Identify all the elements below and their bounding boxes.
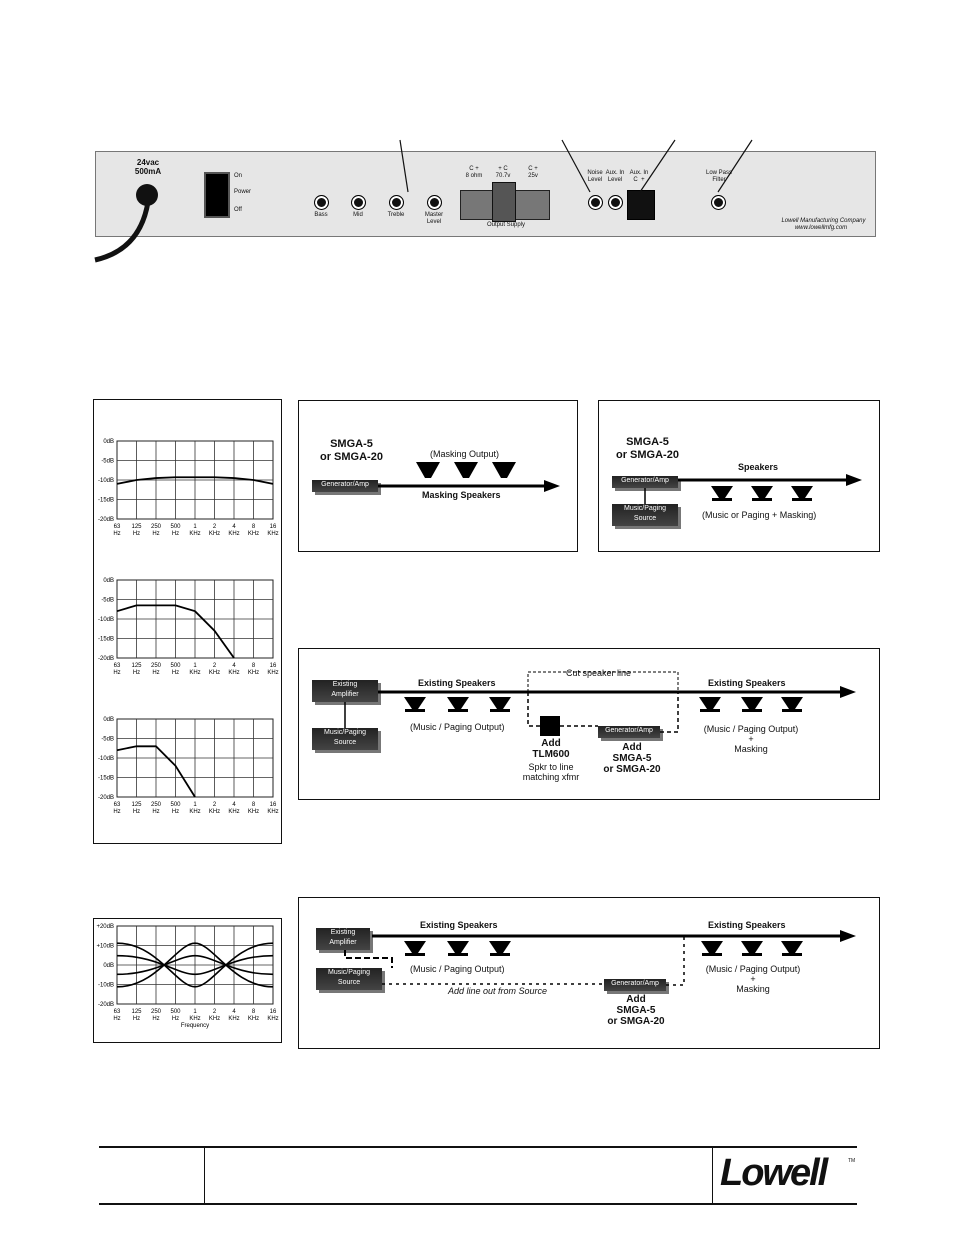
- x-tick-label: 250: [150, 524, 162, 530]
- diag4-speaker-icon: [447, 941, 469, 953]
- x-tick-label: 250: [150, 802, 162, 808]
- y-tick-label: +20dB: [96, 924, 114, 930]
- x-tick-label: 1: [193, 663, 197, 669]
- diag4-line-note: Add line out from Source: [448, 986, 548, 996]
- x-tick-label: KHz: [267, 670, 279, 676]
- x-tick-label: 4: [232, 802, 236, 808]
- diag4-speakers-left: Existing Speakers: [420, 920, 498, 930]
- aux-in-label: Aux. In C +: [629, 170, 649, 183]
- diag3-speaker-icon-base: [490, 709, 510, 712]
- x-tick-label: KHz: [189, 809, 201, 815]
- footer-divider-left: [204, 1147, 205, 1204]
- diag2-speaker-line-head: [846, 474, 862, 486]
- output-supply-label: Output Supply: [486, 222, 526, 228]
- x-tick-label: 250: [150, 663, 162, 669]
- diag2-model: SMGA-5 or SMGA-20: [616, 436, 679, 461]
- footer-top-rule: [99, 1146, 857, 1148]
- diag3-speaker-icon-base: [742, 709, 762, 712]
- x-tick-label: KHz: [267, 809, 279, 815]
- x-tick-label: 4: [232, 524, 236, 530]
- x-tick-label: 8: [251, 1009, 256, 1015]
- x-tick-label: KHz: [267, 1016, 279, 1022]
- switch-off-label: Off: [234, 207, 242, 213]
- diag2-source: Music/Paging Source: [612, 504, 678, 526]
- y-tick-label: -10dB: [97, 756, 114, 762]
- diag3-add-tlm: Add TLM600: [532, 738, 570, 760]
- footer-bottom-rule: [99, 1203, 857, 1205]
- lowell-logo: Lowell: [720, 1152, 827, 1194]
- x-tick-label: KHz: [208, 531, 221, 537]
- switch-power-label: Power: [234, 189, 252, 195]
- x-tick-label: KHz: [189, 1016, 201, 1022]
- x-tick-label: Hz: [113, 1016, 121, 1022]
- y-tick-label: -15dB: [97, 775, 114, 782]
- x-tick-label: KHz: [208, 1016, 221, 1022]
- diag2-speaker-icon-base: [712, 498, 732, 501]
- diag4-amp: Existing Amplifier: [316, 928, 370, 950]
- diag3-speaker-icon-base: [782, 709, 802, 712]
- diag3-amp: Existing Amplifier: [312, 680, 378, 702]
- diag4-speaker-icon-base: [405, 953, 425, 956]
- diag4-output-right: (Music / Paging Output) + Masking: [705, 964, 801, 994]
- noise-level-label: Noise Level: [587, 170, 603, 183]
- mid-label: Mid: [353, 212, 363, 218]
- y-tick-label: -20dB: [97, 517, 114, 523]
- x-tick-label: Hz: [152, 809, 160, 815]
- diag4-speakers-right: Existing Speakers: [708, 920, 786, 930]
- diag4-speaker-icon-base: [742, 953, 762, 956]
- diag2-speaker-icon: [711, 486, 733, 498]
- diag4-gen: Generator/Amp: [604, 979, 666, 991]
- diag3-speakers-left: Existing Speakers: [418, 678, 496, 688]
- x-tick-label: KHz: [228, 531, 240, 537]
- diag2-note: (Music or Paging + Masking): [702, 510, 817, 520]
- diag4-gen-link: [666, 936, 684, 985]
- x-tick-label: KHz: [189, 670, 201, 676]
- x-tick-label: Hz: [132, 1016, 141, 1022]
- diag3-output-right: (Music / Paging Output) + Masking: [703, 724, 799, 754]
- x-tick-label: 16: [269, 1009, 277, 1015]
- x-tick-label: 63: [113, 1009, 121, 1015]
- diag4-speaker-icon-base: [490, 953, 510, 956]
- diag3-speaker-icon: [781, 697, 803, 709]
- diag2-device: Generator/Amp: [612, 476, 678, 488]
- treble-label: Treble: [387, 212, 405, 218]
- x-tick-label: Hz: [113, 809, 121, 815]
- x-tick-label: Hz: [132, 809, 141, 815]
- x-tick-label: Hz: [113, 670, 121, 676]
- diag2-speaker-icon: [751, 486, 773, 498]
- x-tick-label: Hz: [132, 531, 141, 537]
- company-website: www.lowellmfg.com: [794, 225, 848, 231]
- diag2-speaker-icon-base: [752, 498, 772, 501]
- power-rating: 24vac 500mA: [134, 158, 162, 176]
- output-25v-label: C + 25v: [528, 166, 538, 179]
- diag3-tlm-desc: Spkr to line matching xfmr: [522, 762, 580, 782]
- x-tick-label: 8: [251, 663, 256, 669]
- diag4-amp-source-link: [345, 950, 392, 968]
- y-tick-label: -5dB: [101, 597, 114, 604]
- x-tick-label: 2: [212, 663, 217, 669]
- x-tick-label: 2: [212, 802, 217, 808]
- diag3-cut-bracket: [528, 672, 678, 692]
- diag3-speaker-icon-base: [700, 709, 720, 712]
- trademark: TM: [848, 1158, 856, 1164]
- x-tick-label: Hz: [132, 670, 141, 676]
- x-tick-label: KHz: [208, 670, 221, 676]
- x-tick-label: KHz: [247, 809, 260, 815]
- x-tick-label: 125: [131, 663, 142, 669]
- diag3-speaker-icon: [741, 697, 763, 709]
- y-tick-label: -10dB: [97, 617, 114, 623]
- diag4-output-left: (Music / Paging Output): [410, 964, 505, 974]
- y-tick-label: +10dB: [96, 943, 114, 950]
- y-tick-label: 0dB: [103, 578, 114, 584]
- diag2-speakers: Speakers: [738, 462, 779, 472]
- y-tick-label: -20dB: [97, 656, 114, 662]
- x-tick-label: KHz: [247, 670, 260, 676]
- x-tick-label: KHz: [247, 531, 260, 537]
- diag3-speakers-right: Existing Speakers: [708, 678, 786, 688]
- switch-on-label: On: [234, 173, 243, 179]
- x-tick-label: KHz: [228, 670, 240, 676]
- x-tick-label: 1: [193, 1009, 197, 1015]
- diag2-speaker-icon: [791, 486, 813, 498]
- y-tick-label: -5dB: [101, 458, 114, 465]
- diag3-speaker-line-head: [840, 686, 856, 698]
- x-tick-label: 63: [113, 663, 121, 669]
- x-axis-label: Frequency: [180, 1023, 210, 1029]
- aux-level-label: Aux. In Level: [605, 170, 625, 183]
- x-tick-label: 4: [232, 663, 236, 669]
- y-tick-label: -15dB: [97, 636, 114, 643]
- x-tick-label: Hz: [152, 670, 160, 676]
- diag1-speakers: Masking Speakers: [422, 490, 501, 500]
- diag4-speaker-icon: [741, 941, 763, 953]
- diag1-output: (Masking Output): [430, 449, 500, 459]
- x-tick-label: Hz: [171, 531, 180, 537]
- company-name: Lowell Manufacturing Company: [781, 218, 866, 224]
- diag1-device: Generator/Amp: [312, 480, 378, 492]
- x-tick-label: KHz: [267, 531, 279, 537]
- diag1-speaker-icon: [492, 462, 516, 478]
- diag3-tlm-link-in: [528, 692, 540, 726]
- x-tick-label: 8: [251, 524, 256, 530]
- diag3-cut: Cut speaker line: [566, 668, 632, 678]
- diag4-speaker-icon: [489, 941, 511, 953]
- x-tick-label: 16: [269, 524, 277, 530]
- diag3-gen-link: [660, 692, 678, 732]
- x-tick-label: KHz: [189, 531, 201, 537]
- x-tick-label: KHz: [208, 809, 221, 815]
- diag4-speaker-icon-base: [782, 953, 802, 956]
- x-tick-label: 16: [269, 663, 277, 669]
- x-tick-label: 2: [212, 524, 217, 530]
- diag3-output-left: (Music / Paging Output): [410, 722, 505, 732]
- x-tick-label: KHz: [228, 809, 240, 815]
- diag1-speaker-line-head: [544, 480, 560, 492]
- diag3-speaker-icon: [699, 697, 721, 709]
- y-tick-label: -20dB: [97, 795, 114, 801]
- diag3-source: Music/Paging Source: [312, 728, 378, 750]
- x-tick-label: 250: [150, 1009, 162, 1015]
- diag4-speaker-icon-base: [448, 953, 468, 956]
- diag4-source: Music/Paging Source: [316, 968, 382, 990]
- diag2-speaker-icon-base: [792, 498, 812, 501]
- diag4-speaker-line-head: [840, 930, 856, 942]
- diag3-speaker-icon-base: [405, 709, 425, 712]
- diag4-speaker-icon: [404, 941, 426, 953]
- diag1-model: SMGA-5 or SMGA-20: [320, 438, 383, 463]
- diag3-speaker-icon-base: [448, 709, 468, 712]
- x-tick-label: Hz: [171, 809, 180, 815]
- x-tick-label: 500: [170, 802, 181, 808]
- diag1-speaker-icon: [416, 462, 440, 478]
- x-tick-label: 500: [170, 663, 181, 669]
- x-tick-label: 1: [193, 524, 197, 530]
- diag4-add-smga: Add SMGA-5 or SMGA-20: [607, 994, 665, 1027]
- y-tick-label: -20dB: [97, 1002, 114, 1008]
- y-tick-label: 0dB: [103, 717, 114, 723]
- x-tick-label: Hz: [152, 531, 160, 537]
- x-tick-label: Hz: [152, 1016, 160, 1022]
- master-level-label: Master Level: [424, 212, 444, 225]
- x-tick-label: 125: [131, 524, 142, 530]
- x-tick-label: 4: [232, 1009, 236, 1015]
- x-tick-label: 125: [131, 802, 142, 808]
- x-tick-label: KHz: [228, 1016, 240, 1022]
- diag4-speaker-icon: [701, 941, 723, 953]
- diag3-speaker-icon: [404, 697, 426, 709]
- y-tick-label: -15dB: [97, 497, 114, 504]
- diag1-speaker-icon: [454, 462, 478, 478]
- y-tick-label: 0dB: [103, 439, 114, 445]
- x-tick-label: KHz: [247, 1016, 260, 1022]
- diag3-gen: Generator/Amp: [598, 726, 660, 738]
- diag3-add-smga: Add SMGA-5 or SMGA-20: [603, 742, 661, 775]
- bass-label: Bass: [314, 212, 328, 218]
- x-tick-label: 16: [269, 802, 277, 808]
- low-pass-label: Low Pass Filter: [705, 170, 732, 183]
- output-70v-label: + C 70.7v: [495, 166, 511, 179]
- x-tick-label: 8: [251, 802, 256, 808]
- diag4-speaker-icon: [781, 941, 803, 953]
- x-tick-label: Hz: [113, 531, 121, 537]
- diag3-speaker-icon: [489, 697, 511, 709]
- x-tick-label: 2: [212, 1009, 217, 1015]
- diag4-speaker-icon-base: [702, 953, 722, 956]
- y-tick-label: 0dB: [103, 963, 114, 969]
- output-8ohm-label: C + 8 ohm: [465, 166, 483, 179]
- x-tick-label: 500: [170, 1009, 181, 1015]
- y-tick-label: -10dB: [97, 982, 114, 989]
- x-tick-label: 125: [131, 1009, 142, 1015]
- y-tick-label: -10dB: [97, 478, 114, 484]
- x-tick-label: 63: [113, 524, 121, 530]
- x-tick-label: 1: [193, 802, 197, 808]
- x-tick-label: Hz: [171, 1016, 180, 1022]
- y-tick-label: -5dB: [101, 736, 114, 743]
- x-tick-label: 500: [170, 524, 181, 530]
- footer-divider-right: [712, 1147, 713, 1204]
- x-tick-label: Hz: [171, 670, 180, 676]
- diag3-speaker-icon: [447, 697, 469, 709]
- x-tick-label: 63: [113, 802, 121, 808]
